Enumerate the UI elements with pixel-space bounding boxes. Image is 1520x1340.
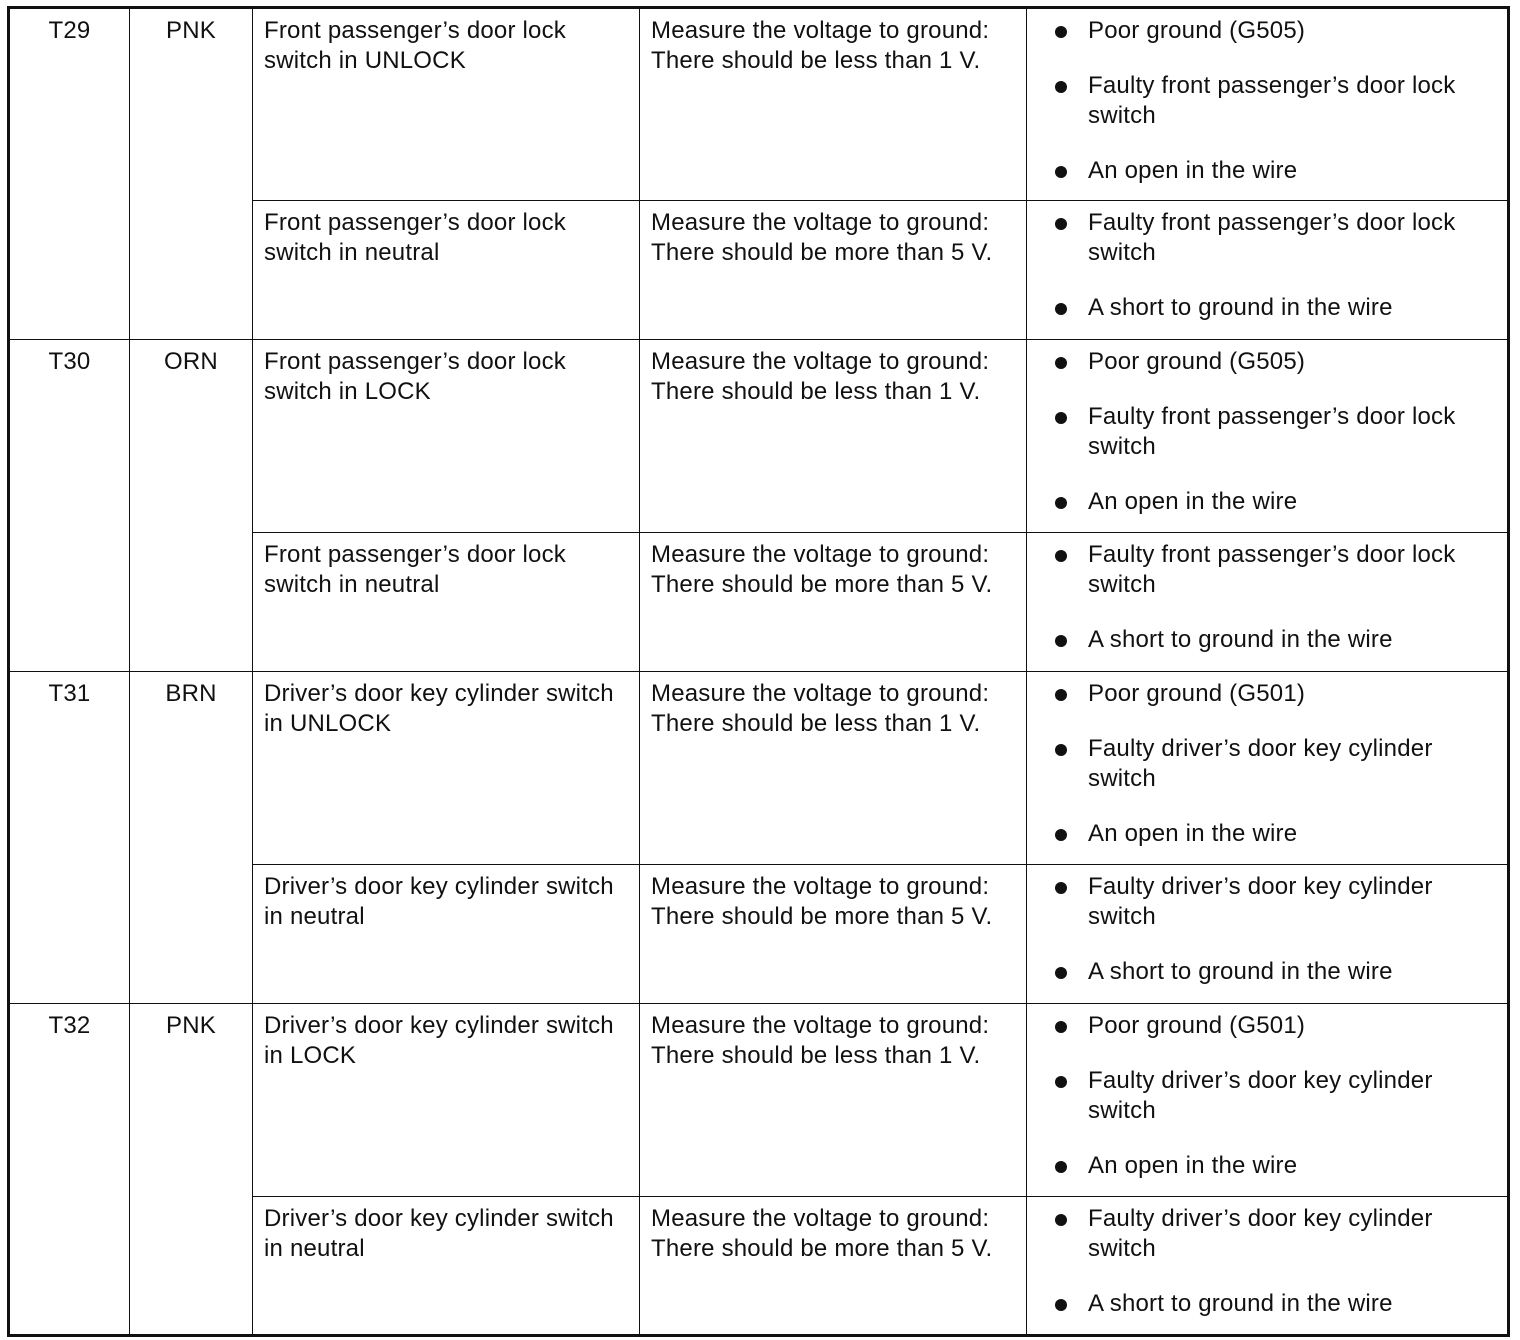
test-cell bbox=[640, 1197, 1027, 1336]
cause-text: A short to ground in the wire bbox=[1088, 294, 1393, 321]
list-item bbox=[1027, 16, 1499, 46]
table-row bbox=[9, 8, 1509, 201]
bullet-icon bbox=[1055, 550, 1067, 562]
bullet-icon bbox=[1055, 1299, 1067, 1311]
cause-text: Faulty front passenger’s door lock switch bbox=[1088, 209, 1456, 266]
test-line: Measure the voltage to ground: bbox=[651, 873, 990, 900]
condition-cell: Front passenger’s door lock switch in neutral bbox=[253, 201, 640, 340]
condition-cell: Front passenger’s door lock switch in UNLOCK bbox=[253, 8, 640, 201]
bullet-icon bbox=[1055, 1161, 1067, 1173]
test-result-line: There should be more than 5 V. bbox=[651, 1235, 993, 1262]
test-cell bbox=[640, 1004, 1027, 1197]
condition-cell: Driver’s door key cylinder switch in neutral bbox=[253, 1197, 640, 1336]
test-cell bbox=[640, 672, 1027, 865]
cause-text: An open in the wire bbox=[1088, 488, 1298, 515]
list-item bbox=[1027, 734, 1499, 794]
terminal-cell: T29 bbox=[9, 8, 130, 340]
possible-cause-cell bbox=[1027, 672, 1509, 865]
list-item bbox=[1027, 1066, 1499, 1126]
possible-cause-cell bbox=[1027, 8, 1509, 201]
test-line: Measure the voltage to ground: bbox=[651, 1205, 990, 1232]
condition-cell: Front passenger’s door lock switch in LOCK bbox=[253, 340, 640, 533]
wire-color-cell: BRN bbox=[130, 672, 253, 1004]
cause-text: An open in the wire bbox=[1088, 820, 1298, 847]
list-item bbox=[1027, 487, 1499, 517]
test-line: Measure the voltage to ground: bbox=[651, 348, 990, 375]
bullet-icon bbox=[1055, 1076, 1067, 1088]
table-row bbox=[9, 1004, 1509, 1197]
test-cell bbox=[640, 533, 1027, 672]
list-item bbox=[1027, 1289, 1499, 1319]
list-item bbox=[1027, 957, 1499, 987]
test-cell bbox=[640, 8, 1027, 201]
bullet-icon bbox=[1055, 218, 1067, 230]
bullet-icon bbox=[1055, 967, 1067, 979]
cause-text: Faulty driver’s door key cylinder switch bbox=[1088, 873, 1433, 930]
possible-cause-cell bbox=[1027, 340, 1509, 533]
cause-text: A short to ground in the wire bbox=[1088, 1290, 1393, 1317]
test-result-line: There should be less than 1 V. bbox=[651, 378, 981, 405]
cause-text: Faulty driver’s door key cylinder switch bbox=[1088, 1205, 1433, 1262]
bullet-icon bbox=[1055, 497, 1067, 509]
test-result-line: There should be less than 1 V. bbox=[651, 1042, 981, 1069]
table-row bbox=[9, 340, 1509, 533]
list-item bbox=[1027, 156, 1499, 186]
test-cell bbox=[640, 340, 1027, 533]
condition-cell: Front passenger’s door lock switch in neutral bbox=[253, 533, 640, 672]
list-item bbox=[1027, 71, 1499, 131]
wire-color-cell: PNK bbox=[130, 1004, 253, 1336]
list-item bbox=[1027, 540, 1499, 600]
bullet-icon bbox=[1055, 882, 1067, 894]
test-result-line: There should be more than 5 V. bbox=[651, 571, 993, 598]
possible-cause-cell bbox=[1027, 1004, 1509, 1197]
cause-text: Faulty front passenger’s door lock switch bbox=[1088, 541, 1456, 598]
test-result-line: There should be more than 5 V. bbox=[651, 239, 993, 266]
list-item bbox=[1027, 1151, 1499, 1181]
bullet-icon bbox=[1055, 357, 1067, 369]
cause-text: Poor ground (G505) bbox=[1088, 348, 1306, 375]
cause-text: Faulty driver’s door key cylinder switch bbox=[1088, 735, 1433, 792]
test-cell bbox=[640, 865, 1027, 1004]
test-line: Measure the voltage to ground: bbox=[651, 541, 990, 568]
test-result-line: There should be less than 1 V. bbox=[651, 47, 981, 74]
bullet-icon bbox=[1055, 26, 1067, 38]
bullet-icon bbox=[1055, 81, 1067, 93]
test-line: Measure the voltage to ground: bbox=[651, 17, 990, 44]
bullet-icon bbox=[1055, 412, 1067, 424]
cause-text: Faulty front passenger’s door lock switch bbox=[1088, 72, 1456, 129]
terminal-cell: T32 bbox=[9, 1004, 130, 1336]
possible-cause-cell bbox=[1027, 865, 1509, 1004]
condition-cell: Driver’s door key cylinder switch in UNLOCK bbox=[253, 672, 640, 865]
list-item bbox=[1027, 293, 1499, 323]
cause-text: Faulty driver’s door key cylinder switch bbox=[1088, 1067, 1433, 1124]
list-item bbox=[1027, 208, 1499, 268]
list-item bbox=[1027, 679, 1499, 709]
condition-cell: Driver’s door key cylinder switch in LOCK bbox=[253, 1004, 640, 1197]
test-result-line: There should be less than 1 V. bbox=[651, 710, 981, 737]
terminal-cell: T31 bbox=[9, 672, 130, 1004]
possible-cause-cell bbox=[1027, 201, 1509, 340]
table-row bbox=[9, 672, 1509, 865]
list-item bbox=[1027, 402, 1499, 462]
test-line: Measure the voltage to ground: bbox=[651, 1012, 990, 1039]
cause-text: Poor ground (G501) bbox=[1088, 1012, 1306, 1039]
test-line: Measure the voltage to ground: bbox=[651, 680, 990, 707]
list-item bbox=[1027, 1011, 1499, 1041]
bullet-icon bbox=[1055, 1214, 1067, 1226]
list-item bbox=[1027, 625, 1499, 655]
cause-text: Faulty front passenger’s door lock switch bbox=[1088, 403, 1456, 460]
cause-text: Poor ground (G505) bbox=[1088, 17, 1306, 44]
test-result-line: There should be more than 5 V. bbox=[651, 903, 993, 930]
cause-text: An open in the wire bbox=[1088, 1152, 1298, 1179]
bullet-icon bbox=[1055, 635, 1067, 647]
test-cell bbox=[640, 201, 1027, 340]
terminal-cell: T30 bbox=[9, 340, 130, 672]
bullet-icon bbox=[1055, 744, 1067, 756]
terminal-test-table bbox=[7, 6, 1510, 1337]
list-item bbox=[1027, 819, 1499, 849]
bullet-icon bbox=[1055, 829, 1067, 841]
cause-text: An open in the wire bbox=[1088, 157, 1298, 184]
list-item bbox=[1027, 1204, 1499, 1264]
wire-color-cell: ORN bbox=[130, 340, 253, 672]
possible-cause-cell bbox=[1027, 533, 1509, 672]
wire-color-cell: PNK bbox=[130, 8, 253, 340]
cause-text: A short to ground in the wire bbox=[1088, 958, 1393, 985]
bullet-icon bbox=[1055, 303, 1067, 315]
bullet-icon bbox=[1055, 689, 1067, 701]
cause-text: A short to ground in the wire bbox=[1088, 626, 1393, 653]
list-item bbox=[1027, 347, 1499, 377]
list-item bbox=[1027, 872, 1499, 932]
possible-cause-cell bbox=[1027, 1197, 1509, 1336]
test-line: Measure the voltage to ground: bbox=[651, 209, 990, 236]
cause-text: Poor ground (G501) bbox=[1088, 680, 1306, 707]
condition-cell: Driver’s door key cylinder switch in neutral bbox=[253, 865, 640, 1004]
bullet-icon bbox=[1055, 1021, 1067, 1033]
bullet-icon bbox=[1055, 166, 1067, 178]
